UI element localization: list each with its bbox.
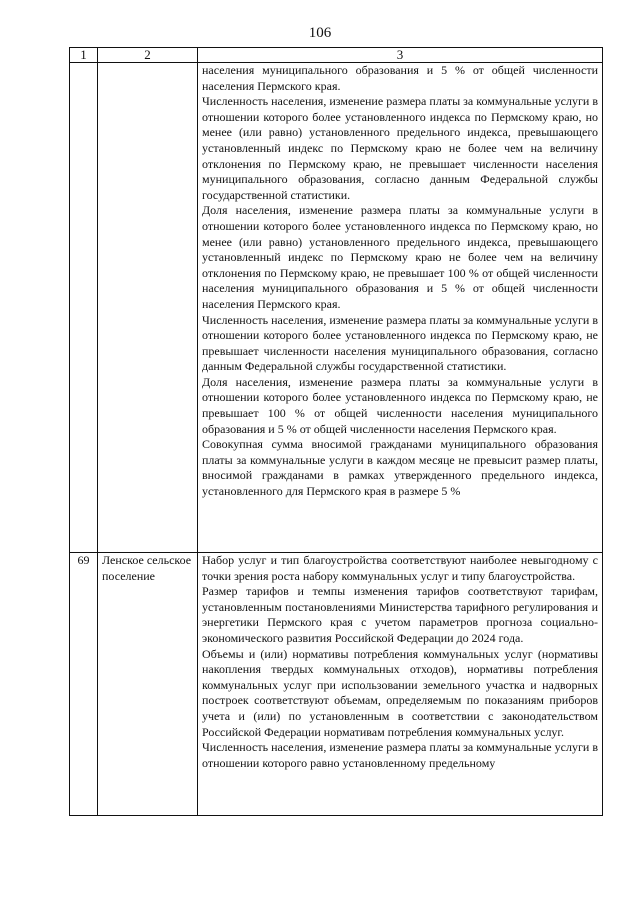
- paragraph: Объемы и (или) нормативы потребления коммунальных услуг (нормативы накопления твердых коммунальных отходов), нормативы потребления коммунальных услуг при использовании земельного участка и надворных построек соответствуют объемам, определяемым по показаниям приборов учета и (или) по установленным в соответствии с законодательством Российской Федерации нормативам потребления коммунальных услуг.: [202, 646, 598, 739]
- document-table: [69, 47, 603, 816]
- header-cell-2: 2: [98, 48, 198, 63]
- paragraph: Доля населения, изменение размера платы за коммунальные услуги в отношении которого более установленного индекса по Пермскому краю, но менее (или равно) установленного предельного индекса, превышающего установленный индекс по Пермскому краю не более чем на величину отклонения по Пермскому краю, не превышает 100 % от общей численности населения муниципального образования и 5 % от общей численности населения Пермского края.: [202, 203, 598, 311]
- table-row: [70, 63, 603, 553]
- row-content-cell: [198, 553, 603, 816]
- row-number-cell: 69: [70, 553, 98, 816]
- paragraph: Численность населения, изменение размера платы за коммунальные услуги в отношении которого равно установленному предельному: [202, 740, 598, 770]
- paragraph: Размер тарифов и темпы изменения тарифов соответствуют тарифам, установленным постановлениями Министерства тарифного регулирования и энергетики Пермского края с учетом параметров прогноза социально-экономического развития Российской Федерации до 2024 года.: [202, 584, 598, 645]
- row-name-cell: [98, 63, 198, 553]
- header-cell-3: 3: [198, 48, 603, 63]
- paragraph: Доля населения, изменение размера платы за коммунальные услуги в отношении которого более установленного индекса по Пермскому краю, не превышает 100 % от общей численности населения муниципального образования и 5 % от общей численности населения Пермского края.: [202, 374, 598, 436]
- page-number: 106: [308, 25, 332, 41]
- paragraph: Численность населения, изменение размера платы за коммунальные услуги в отношении которого более установленного индекса по Пермскому краю, не превышает численности населения муниципального образования, согласно данным Федеральной службы государственной статистики.: [202, 312, 598, 374]
- row-number-cell: [70, 63, 98, 553]
- table-header-row: [70, 48, 603, 63]
- paragraph: Совокупная сумма вносимой гражданами муниципального образования платы за коммунальные услуги в каждом месяце не превысит размер платы, вносимой гражданами в рамках утвержденного предельного индекса, установленного для Пермского края в размере 5 %: [202, 437, 598, 499]
- table-row: [70, 553, 603, 816]
- paragraph: Численность населения, изменение размера платы за коммунальные услуги в отношении которого более установленного индекса по Пермскому краю, но менее (или равно) установленного предельного индекса, превышающего установленный индекс по Пермскому краю не более чем на величину отклонения по Пермскому краю, не превышает численности населения муниципального образования, согласно данным Федеральной службы государственной статистики.: [202, 94, 598, 202]
- row-content-cell: [198, 63, 603, 553]
- paragraph: населения муниципального образования и 5 % от общей численности населения Пермского края.: [202, 63, 598, 93]
- header-cell-1: 1: [70, 48, 98, 63]
- row-name-cell: Ленское сельское поселение: [98, 553, 198, 816]
- paragraph: Набор услуг и тип благоустройства соответствуют наиболее невыгодному с точки зрения роста набору коммунальных услуг и типу благоустройства.: [202, 553, 598, 583]
